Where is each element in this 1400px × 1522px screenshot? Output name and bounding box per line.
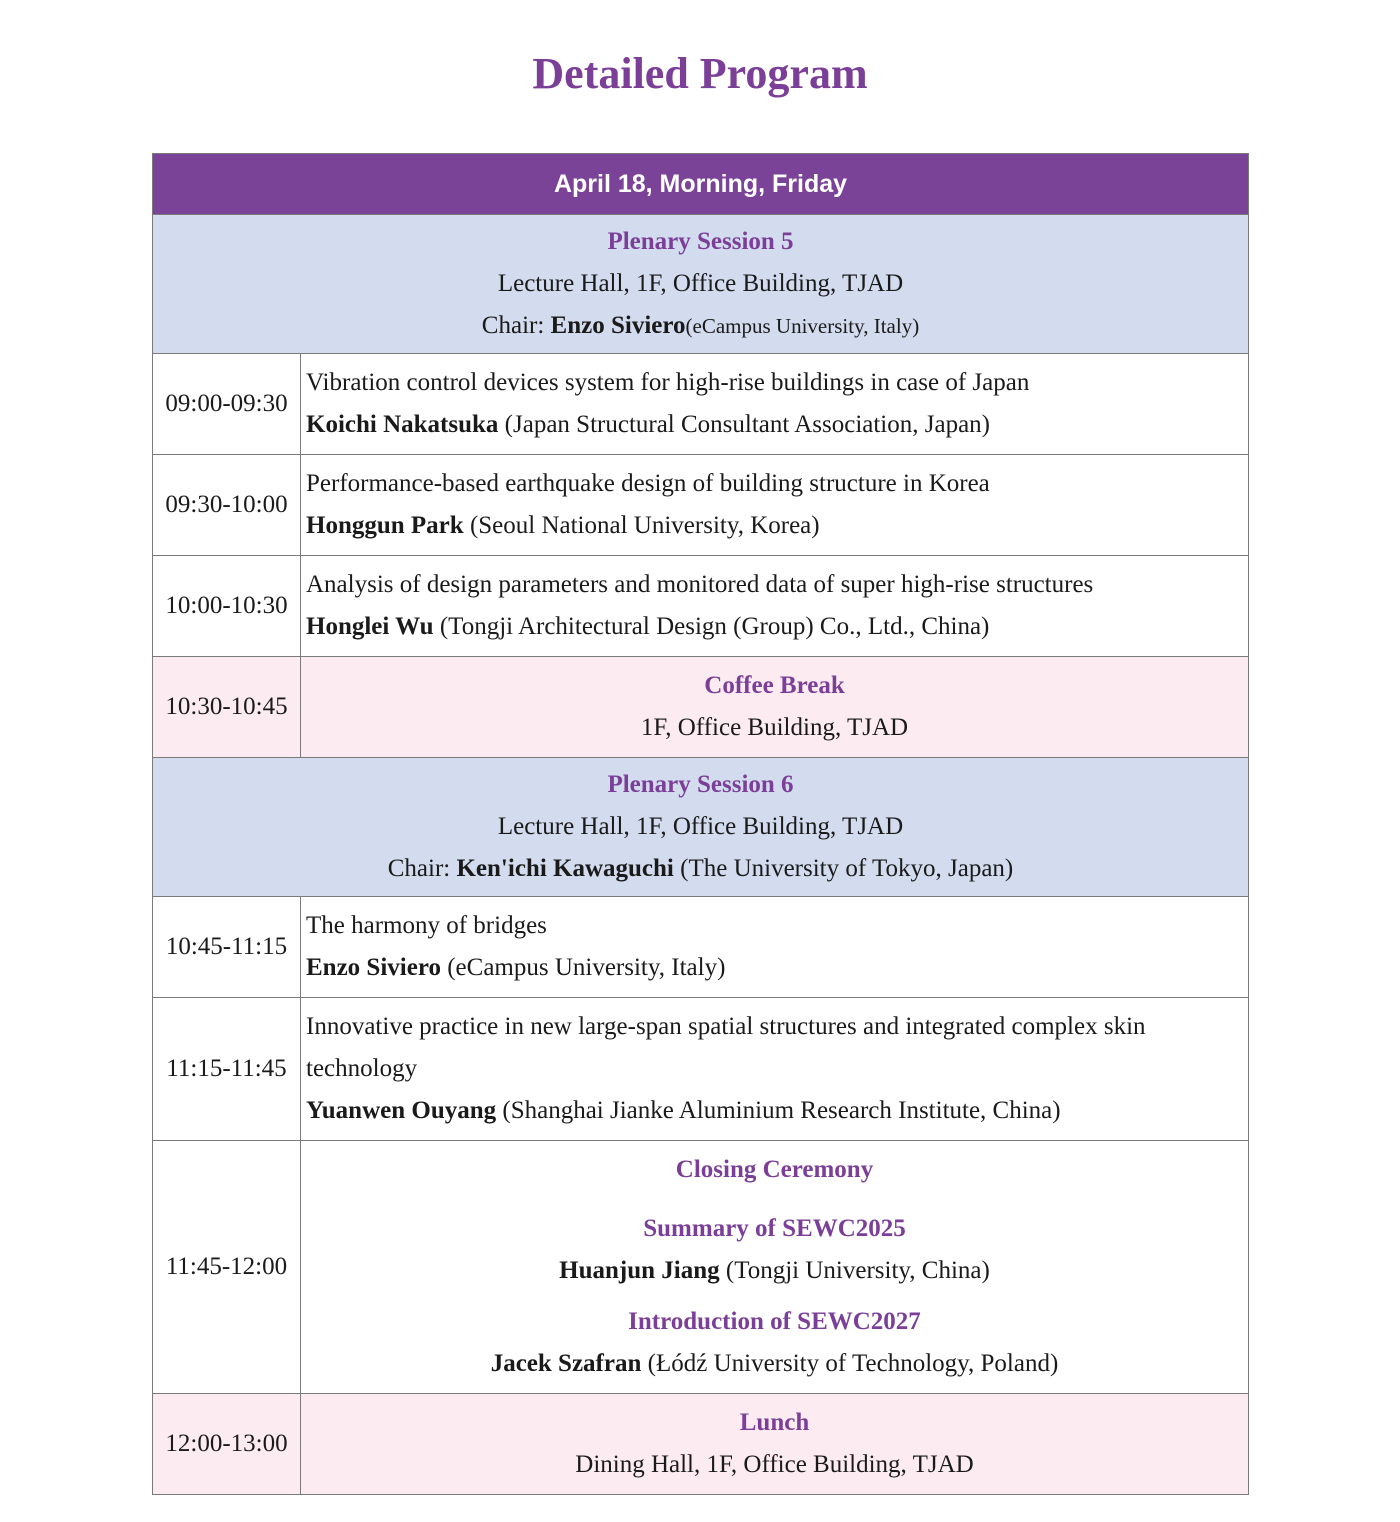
speaker-name: Huanjun Jiang [559, 1257, 720, 1284]
lunch-row [153, 1394, 1249, 1495]
talk-row [153, 455, 1249, 556]
chair-label: Chair: [387, 855, 457, 882]
talk-cell [301, 897, 1249, 998]
talk-time: 10:00-10:30 [153, 556, 301, 657]
speaker-name: Honglei Wu [306, 613, 434, 640]
session-6-title: Plenary Session 6 [607, 771, 794, 798]
speaker-affiliation: (Tongji University, China) [719, 1257, 990, 1284]
session-5-title: Plenary Session 5 [607, 228, 794, 255]
talk-row [153, 897, 1249, 998]
lunch-venue: Dining Hall, 1F, Office Building, TJAD [575, 1451, 974, 1478]
speaker-name: Koichi Nakatsuka [306, 411, 499, 438]
talk-title: Innovative practice in new large-span spatial structures and integrated complex skin technology [306, 1013, 1146, 1082]
coffee-venue: 1F, Office Building, TJAD [640, 714, 909, 741]
chair-name: Ken'ichi Kawaguchi [456, 855, 674, 882]
speaker-affiliation: (Japan Structural Consultant Association, Japan) [498, 411, 990, 438]
lunch-cell [301, 1394, 1249, 1495]
talk-speaker-line [306, 606, 1218, 648]
session-6-venue: Lecture Hall, 1F, Office Building, TJAD [497, 813, 904, 840]
session-5-chair [153, 305, 1248, 347]
talk-row [153, 556, 1249, 657]
speaker-name: Jacek Szafran [490, 1350, 642, 1377]
talk-cell [301, 998, 1249, 1141]
session-5-row [153, 215, 1249, 354]
chair-name: Enzo Siviero [550, 312, 686, 339]
chair-label: Chair: [481, 312, 551, 339]
speaker-affiliation: (Tongji Architectural Design (Group) Co., Ltd., China) [433, 613, 990, 640]
talk-row [153, 354, 1249, 455]
talk-title: The harmony of bridges [306, 912, 547, 939]
day-header: April 18, Morning, Friday [153, 154, 1249, 215]
talk-time: 09:00-09:30 [153, 354, 301, 455]
coffee-title: Coffee Break [704, 672, 845, 699]
speaker-name: Enzo Siviero [306, 954, 441, 981]
session-5-venue: Lecture Hall, 1F, Office Building, TJAD [497, 270, 904, 297]
talk-speaker-line [306, 505, 1218, 547]
lunch-time: 12:00-13:00 [153, 1394, 301, 1495]
talk-time: 09:30-10:00 [153, 455, 301, 556]
chair-affiliation: (The University of Tokyo, Japan) [673, 855, 1014, 882]
summary-title: Summary of SEWC2025 [643, 1215, 906, 1242]
chair-affiliation: (eCampus University, Italy) [685, 314, 920, 338]
talk-time: 10:45-11:15 [153, 897, 301, 998]
speaker-affiliation: (Shanghai Jianke Aluminium Research Institute, China) [496, 1097, 1061, 1124]
coffee-break-row [153, 657, 1249, 758]
program-table [152, 153, 1249, 1495]
speaker-affiliation: (Seoul National University, Korea) [463, 512, 820, 539]
speaker-affiliation: (Łódź University of Technology, Poland) [641, 1350, 1059, 1377]
closing-time: 11:45-12:00 [153, 1141, 301, 1394]
talk-cell [301, 556, 1249, 657]
closing-cell [301, 1141, 1249, 1394]
talk-title: Analysis of design parameters and monitored data of super high-rise structures [306, 571, 1094, 598]
talk-speaker-line [306, 947, 1218, 989]
talk-time: 11:15-11:45 [153, 998, 301, 1141]
page-title: Detailed Program [532, 49, 868, 98]
intro-speaker-line [301, 1343, 1248, 1385]
talk-cell [301, 455, 1249, 556]
closing-title: Closing Ceremony [675, 1156, 874, 1183]
session-6-row [153, 758, 1249, 897]
intro-title: Introduction of SEWC2027 [628, 1308, 921, 1335]
talk-speaker-line [306, 1090, 1218, 1132]
coffee-cell [301, 657, 1249, 758]
closing-ceremony-row [153, 1141, 1249, 1394]
coffee-time: 10:30-10:45 [153, 657, 301, 758]
talk-speaker-line [306, 404, 1218, 446]
summary-speaker-line [301, 1250, 1248, 1292]
talk-title: Vibration control devices system for high-rise buildings in case of Japan [306, 369, 1030, 396]
session-6-chair [153, 848, 1248, 890]
speaker-affiliation: (eCampus University, Italy) [440, 954, 726, 981]
speaker-name: Yuanwen Ouyang [306, 1097, 497, 1124]
talk-title: Performance-based earthquake design of building structure in Korea [306, 470, 990, 497]
lunch-title: Lunch [739, 1409, 810, 1436]
talk-cell [301, 354, 1249, 455]
day-header-row [153, 154, 1249, 215]
talk-row [153, 998, 1249, 1141]
speaker-name: Honggun Park [306, 512, 464, 539]
